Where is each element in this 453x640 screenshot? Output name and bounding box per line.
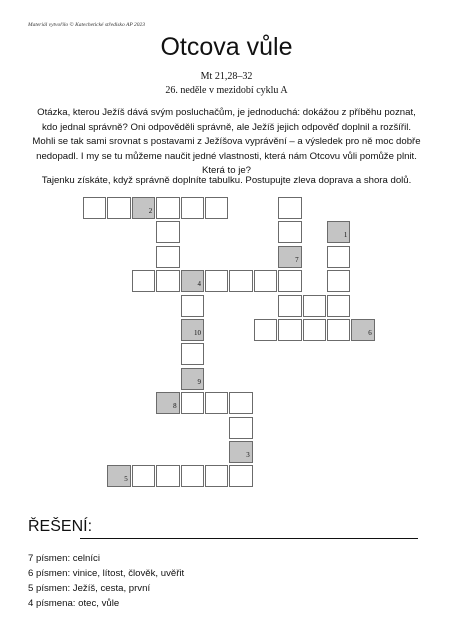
bible-reference: Mt 21,28–32 xyxy=(200,71,253,82)
crossword-cell[interactable] xyxy=(327,295,350,317)
clue-number: 6 xyxy=(368,329,372,337)
crossword-clue-cell[interactable] xyxy=(278,246,301,268)
crossword-cell[interactable] xyxy=(181,197,204,219)
crossword-cell[interactable] xyxy=(327,270,350,292)
crossword-cell[interactable] xyxy=(83,197,106,219)
crossword-clue-cell[interactable] xyxy=(327,221,350,243)
crossword-clue-cell[interactable] xyxy=(181,319,204,341)
crossword-cell[interactable] xyxy=(229,465,252,487)
credit-line: Materiál vytvořilo © Katechetické středisko AP 2023 xyxy=(28,22,146,28)
liturgical-occasion: 26. neděle v mezidobí cyklu A xyxy=(165,85,288,96)
crossword-clue-cell[interactable] xyxy=(156,392,179,414)
clue-number: 2 xyxy=(148,207,153,215)
clue-number: 1 xyxy=(343,231,348,240)
clue-number: 9 xyxy=(197,377,201,386)
word-list-item: 7 písmen: celníci xyxy=(28,553,100,564)
clue-number: 7 xyxy=(295,255,299,264)
page-title: Otcova vůle xyxy=(160,33,293,61)
crossword-clue-cell[interactable] xyxy=(181,368,204,390)
clue-number: 8 xyxy=(173,402,177,411)
crossword-cell[interactable] xyxy=(278,319,301,341)
crossword-clue-cell[interactable] xyxy=(229,441,252,463)
crossword-cell[interactable] xyxy=(278,197,301,219)
crossword-cell[interactable] xyxy=(181,343,204,365)
crossword-cell[interactable] xyxy=(205,270,228,292)
crossword-cell[interactable] xyxy=(229,392,252,414)
crossword-clue-cell[interactable] xyxy=(351,319,374,341)
crossword-cell[interactable] xyxy=(205,392,228,414)
instruction-text: Tajenku získáte, když správně doplníte tabulku. Postupujte zleva doprava a shora dolů. xyxy=(41,175,412,186)
clue-number: 3 xyxy=(246,451,250,459)
crossword-cell[interactable] xyxy=(327,246,350,268)
crossword-cell[interactable] xyxy=(156,221,179,243)
clue-number: 10 xyxy=(193,329,201,337)
clue-number: 5 xyxy=(124,475,128,484)
crossword-cell[interactable] xyxy=(156,270,179,292)
crossword-cell[interactable] xyxy=(278,295,301,317)
crossword-cell[interactable] xyxy=(156,465,179,487)
crossword-cell[interactable] xyxy=(254,319,277,341)
crossword-cell[interactable] xyxy=(278,221,301,243)
crossword-cell[interactable] xyxy=(205,197,228,219)
crossword-cell[interactable] xyxy=(107,197,130,219)
word-list-item: 6 písmen: vinice, lítost, člověk, uvěřit xyxy=(28,568,185,579)
solution-label: ŘEŠENÍ: xyxy=(28,518,93,535)
crossword-cell[interactable] xyxy=(303,295,326,317)
crossword-cell[interactable] xyxy=(181,392,204,414)
word-list-item: 5 písmen: Ježíš, cesta, první xyxy=(28,583,151,594)
crossword-clue-cell[interactable] xyxy=(132,197,155,219)
clue-number: 4 xyxy=(197,280,201,289)
crossword-cell[interactable] xyxy=(132,270,155,292)
crossword-cell[interactable] xyxy=(156,246,179,268)
crossword-cell[interactable] xyxy=(303,319,326,341)
word-list-item: 4 písmena: otec, vůle xyxy=(28,598,120,609)
crossword-cell[interactable] xyxy=(278,270,301,292)
crossword-clue-cell[interactable] xyxy=(107,465,130,487)
crossword-clue-cell[interactable] xyxy=(181,270,204,292)
solution-answer-line[interactable] xyxy=(80,538,418,539)
crossword-cell[interactable] xyxy=(132,465,155,487)
crossword-cell[interactable] xyxy=(229,270,252,292)
crossword-cell[interactable] xyxy=(229,417,252,439)
crossword-cell[interactable] xyxy=(254,270,277,292)
crossword-cell[interactable] xyxy=(327,319,350,341)
crossword-cell[interactable] xyxy=(181,465,204,487)
intro-paragraph: Otázka, kterou Ježíš dává svým posluchačům, je jednoduchá: dokážou z příběhu poznat, kdo jednal správně? Oni odpověděli správně, ale Ježíš jejich odpověď doplnil a rozšířil. Mohli se tak sami srovnat s postavami z Ježíšova vyprávění – a výsledek pro ně moc dobře nedopadl. I my se tu můžeme naučit jedné vlastnosti, která nám Otcovu vůli pomůže plnit. Která to je? xyxy=(32,107,421,176)
crossword-cell[interactable] xyxy=(205,465,228,487)
crossword-cell[interactable] xyxy=(181,295,204,317)
crossword-cell[interactable] xyxy=(156,197,179,219)
